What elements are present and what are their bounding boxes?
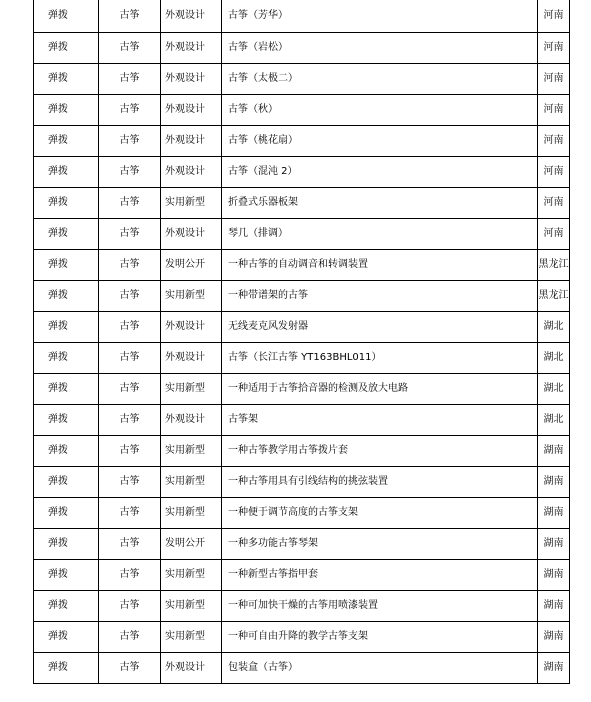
province-cell: 河南	[538, 33, 570, 64]
province-cell: 河南	[538, 0, 570, 33]
patent-type-cell: 外观设计	[161, 405, 222, 436]
category-cell: 弹拨	[34, 560, 99, 591]
instrument-cell: 古筝	[99, 436, 161, 467]
patent-name-cell: 古筝（秋）	[222, 95, 538, 126]
category-cell: 弹拨	[34, 0, 99, 33]
province-cell: 湖南	[538, 622, 570, 653]
category-cell: 弹拨	[34, 405, 99, 436]
table-row	[34, 33, 570, 64]
patent-type-cell: 外观设计	[161, 219, 222, 250]
instrument-cell: 古筝	[99, 405, 161, 436]
table-row	[34, 560, 570, 591]
province-cell: 河南	[538, 95, 570, 126]
category-cell: 弹拨	[34, 436, 99, 467]
table-row	[34, 157, 570, 188]
patent-type-cell: 外观设计	[161, 0, 222, 33]
patent-name-cell: 一种适用于古筝拾音器的检测及放大电路	[222, 374, 538, 405]
table-row	[34, 312, 570, 343]
patent-name-cell: 一种古筝教学用古筝拨片套	[222, 436, 538, 467]
patent-type-cell: 实用新型	[161, 622, 222, 653]
instrument-cell: 古筝	[99, 498, 161, 529]
province-cell: 湖南	[538, 498, 570, 529]
patent-name-cell: 琴几（排调）	[222, 219, 538, 250]
patent-type-cell: 外观设计	[161, 157, 222, 188]
province-cell: 河南	[538, 188, 570, 219]
table-row	[34, 622, 570, 653]
instrument-cell: 古筝	[99, 157, 161, 188]
table-row	[34, 95, 570, 126]
table-row	[34, 405, 570, 436]
category-cell: 弹拨	[34, 343, 99, 374]
category-cell: 弹拨	[34, 126, 99, 157]
category-cell: 弹拨	[34, 281, 99, 312]
patent-type-cell: 外观设计	[161, 95, 222, 126]
patent-type-cell: 外观设计	[161, 312, 222, 343]
patent-name-cell: 一种多功能古筝琴架	[222, 529, 538, 560]
category-cell: 弹拨	[34, 622, 99, 653]
province-cell: 湖北	[538, 343, 570, 374]
table-row	[34, 653, 570, 684]
instrument-cell: 古筝	[99, 374, 161, 405]
patent-name-cell: 古筝（桃花扇）	[222, 126, 538, 157]
instrument-cell: 古筝	[99, 250, 161, 281]
patent-type-cell: 实用新型	[161, 591, 222, 622]
instrument-cell: 古筝	[99, 219, 161, 250]
patent-name-cell: 一种古筝的自动调音和转调装置	[222, 250, 538, 281]
patent-type-cell: 实用新型	[161, 188, 222, 219]
patent-table	[33, 0, 570, 684]
province-cell: 湖南	[538, 529, 570, 560]
province-cell: 湖南	[538, 591, 570, 622]
instrument-cell: 古筝	[99, 529, 161, 560]
province-cell: 湖北	[538, 405, 570, 436]
instrument-cell: 古筝	[99, 188, 161, 219]
province-cell: 湖南	[538, 653, 570, 684]
category-cell: 弹拨	[34, 188, 99, 219]
patent-name-cell: 古筝（芳华）	[222, 0, 538, 33]
category-cell: 弹拨	[34, 157, 99, 188]
patent-name-cell: 古筝（长江古筝 YT163BHL011）	[222, 343, 538, 374]
patent-type-cell: 实用新型	[161, 374, 222, 405]
patent-name-cell: 一种新型古筝指甲套	[222, 560, 538, 591]
patent-name-cell: 古筝（岩松）	[222, 33, 538, 64]
patent-name-cell: 一种古筝用具有引线结构的挑弦装置	[222, 467, 538, 498]
province-cell: 河南	[538, 126, 570, 157]
table-row	[34, 343, 570, 374]
province-cell: 湖南	[538, 560, 570, 591]
table-row	[34, 250, 570, 281]
instrument-cell: 古筝	[99, 653, 161, 684]
patent-name-cell: 一种便于调节高度的古筝支架	[222, 498, 538, 529]
patent-type-cell: 发明公开	[161, 250, 222, 281]
patent-type-cell: 实用新型	[161, 467, 222, 498]
patent-name-cell: 古筝（混沌 2）	[222, 157, 538, 188]
category-cell: 弹拨	[34, 498, 99, 529]
province-cell: 河南	[538, 64, 570, 95]
table-row	[34, 498, 570, 529]
category-cell: 弹拨	[34, 529, 99, 560]
table-row	[34, 0, 570, 33]
category-cell: 弹拨	[34, 250, 99, 281]
instrument-cell: 古筝	[99, 95, 161, 126]
category-cell: 弹拨	[34, 33, 99, 64]
province-cell: 河南	[538, 219, 570, 250]
province-cell: 湖北	[538, 374, 570, 405]
instrument-cell: 古筝	[99, 126, 161, 157]
province-cell: 黑龙江	[538, 250, 570, 281]
patent-type-cell: 外观设计	[161, 33, 222, 64]
table-row	[34, 591, 570, 622]
category-cell: 弹拨	[34, 591, 99, 622]
table-row	[34, 467, 570, 498]
instrument-cell: 古筝	[99, 0, 161, 33]
instrument-cell: 古筝	[99, 64, 161, 95]
patent-name-cell: 无线麦克风发射器	[222, 312, 538, 343]
instrument-cell: 古筝	[99, 312, 161, 343]
category-cell: 弹拨	[34, 219, 99, 250]
patent-type-cell: 外观设计	[161, 64, 222, 95]
patent-type-cell: 外观设计	[161, 653, 222, 684]
category-cell: 弹拨	[34, 95, 99, 126]
table-body	[34, 0, 570, 684]
patent-name-cell: 一种可自由升降的教学古筝支架	[222, 622, 538, 653]
category-cell: 弹拨	[34, 374, 99, 405]
instrument-cell: 古筝	[99, 591, 161, 622]
table-row	[34, 188, 570, 219]
table-row	[34, 529, 570, 560]
table-row	[34, 374, 570, 405]
patent-type-cell: 外观设计	[161, 343, 222, 374]
patent-name-cell: 一种可加快干燥的古筝用喷漆装置	[222, 591, 538, 622]
category-cell: 弹拨	[34, 312, 99, 343]
province-cell: 湖南	[538, 467, 570, 498]
patent-type-cell: 实用新型	[161, 560, 222, 591]
province-cell: 河南	[538, 157, 570, 188]
instrument-cell: 古筝	[99, 467, 161, 498]
category-cell: 弹拨	[34, 467, 99, 498]
table-row	[34, 126, 570, 157]
instrument-cell: 古筝	[99, 560, 161, 591]
table-row	[34, 436, 570, 467]
patent-name-cell: 折叠式乐器板架	[222, 188, 538, 219]
province-cell: 湖北	[538, 312, 570, 343]
province-cell: 湖南	[538, 436, 570, 467]
patent-type-cell: 实用新型	[161, 281, 222, 312]
patent-type-cell: 发明公开	[161, 529, 222, 560]
patent-name-cell: 古筝（太极二）	[222, 64, 538, 95]
patent-name-cell: 一种带谱架的古筝	[222, 281, 538, 312]
instrument-cell: 古筝	[99, 343, 161, 374]
patent-type-cell: 实用新型	[161, 436, 222, 467]
patent-type-cell: 实用新型	[161, 498, 222, 529]
patent-name-cell: 古筝架	[222, 405, 538, 436]
category-cell: 弹拨	[34, 653, 99, 684]
table-row	[34, 219, 570, 250]
patent-type-cell: 外观设计	[161, 126, 222, 157]
province-cell: 黑龙江	[538, 281, 570, 312]
table-row	[34, 64, 570, 95]
patent-name-cell: 包装盒（古筝）	[222, 653, 538, 684]
table-row	[34, 281, 570, 312]
category-cell: 弹拨	[34, 64, 99, 95]
instrument-cell: 古筝	[99, 281, 161, 312]
instrument-cell: 古筝	[99, 33, 161, 64]
instrument-cell: 古筝	[99, 622, 161, 653]
